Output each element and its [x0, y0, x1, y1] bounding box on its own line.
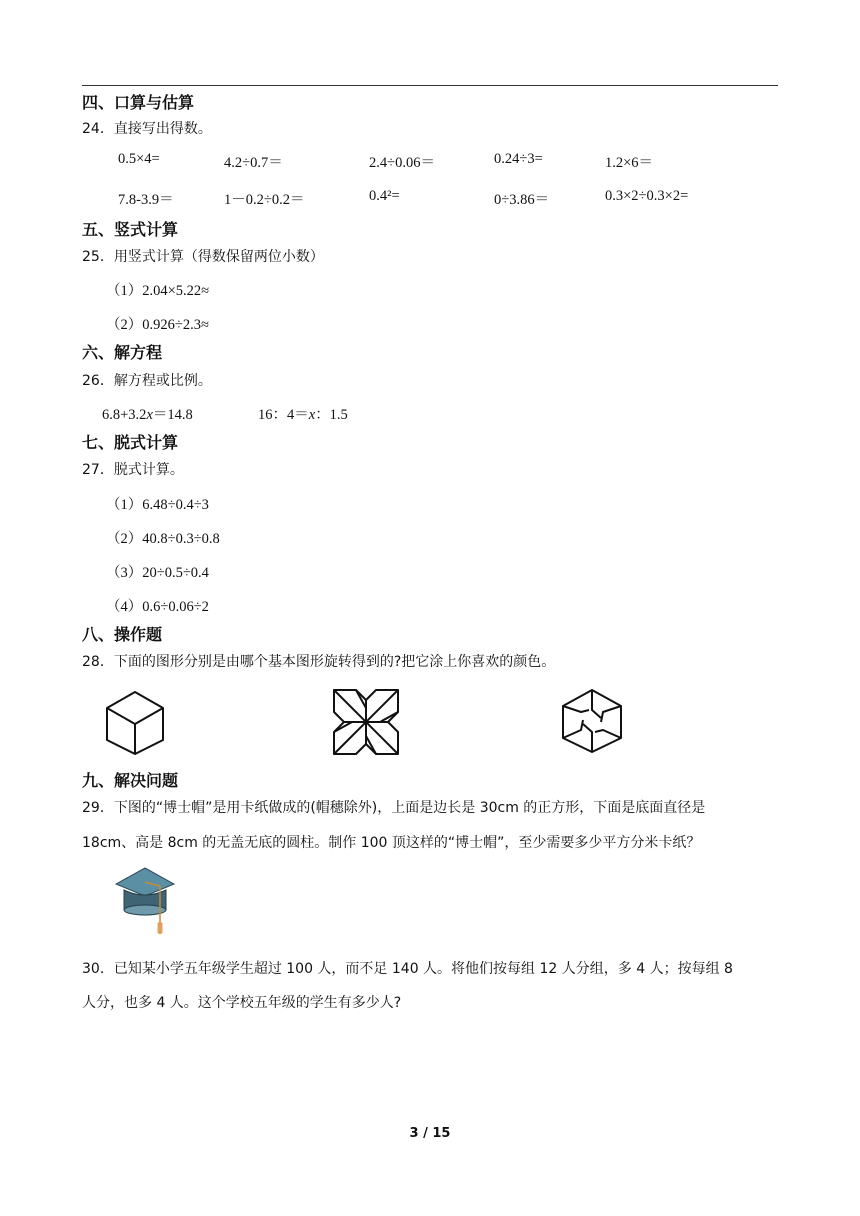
page-number: 3 / 15 [409, 1126, 451, 1141]
question-25: 25．用竖式计算（得数保留两位小数） [82, 249, 324, 265]
stepwise-item: （3）20÷0.5÷0.4 [106, 565, 209, 581]
equation-1-left: 6.8+3.2 [102, 407, 147, 423]
vertical-calc-item: （1）2.04×5.22≈ [106, 283, 210, 299]
oral-item: 0.5×4= [118, 151, 160, 167]
graduation-cap-icon [114, 866, 176, 938]
equation-1 [102, 403, 193, 424]
oral-item: 0.24÷3= [494, 151, 543, 167]
question-27: 27．脱式计算。 [82, 462, 184, 478]
oral-item: 0÷3.86＝ [494, 192, 550, 208]
section-6-title: 六、解方程 [82, 343, 163, 362]
equation-2-left: 16：4＝ [258, 407, 309, 423]
equation-2 [258, 403, 348, 424]
question-29-line-1: 29．下图的“博士帽”是用卡纸做成的(帽穗除外)，上面是边长是 30cm 的正方形，下面是底面直径是 [82, 800, 706, 816]
stepwise-item: （4）0.6÷0.06÷2 [106, 599, 209, 615]
question-30-line-1: 30．已知某小学五年级学生超过 100 人，而不足 140 人。将他们按每组 12 人分组，多 4 人；按每组 8 [82, 961, 733, 977]
equation-1-right: ＝14.8 [152, 407, 193, 423]
question-26: 26．解方程或比例。 [82, 373, 212, 389]
equation-2-right: ：1.5 [315, 407, 348, 423]
figure-x-star [332, 688, 400, 756]
stepwise-item: （2）40.8÷0.3÷0.8 [106, 531, 220, 547]
equation-1-variable: x [146, 407, 153, 423]
question-28: 28．下面的图形分别是由哪个基本图形旋转得到的?把它涂上你喜欢的颜色。 [82, 654, 556, 670]
header-rule [82, 85, 778, 86]
stepwise-item: （1）6.48÷0.4÷3 [106, 497, 209, 513]
section-4-title: 四、口算与估算 [82, 93, 195, 112]
oral-item: 1.2×6＝ [605, 155, 654, 171]
oral-item: 7.8-3.9＝ [118, 192, 174, 208]
section-9-title: 九、解决问题 [82, 771, 179, 790]
equation-2-variable: x [308, 407, 316, 423]
figure-pinwheel-hexagon [561, 688, 623, 754]
figure-hexagon-cube [105, 690, 165, 756]
oral-item: 0.4²= [369, 188, 400, 204]
section-5-title: 五、竖式计算 [82, 220, 179, 239]
oral-item: 0.3×2÷0.3×2= [605, 188, 689, 204]
question-29-line-2: 18cm、高是 8cm 的无盖无底的圆柱。制作 100 顶这样的“博士帽”，至少需要多少平方分米卡纸？ [82, 835, 701, 851]
section-8-title: 八、操作题 [82, 625, 163, 644]
vertical-calc-item: （2）0.926÷2.3≈ [106, 317, 209, 333]
question-24: 24．直接写出得数。 [82, 121, 212, 137]
oral-item: 2.4÷0.06＝ [369, 155, 435, 171]
question-30-line-2: 人分，也多 4 人。这个学校五年级的学生有多少人? [82, 995, 402, 1011]
oral-item: 1－0.2÷0.2＝ [224, 192, 305, 208]
section-7-title: 七、脱式计算 [82, 433, 179, 452]
oral-item: 4.2÷0.7＝ [224, 155, 283, 171]
